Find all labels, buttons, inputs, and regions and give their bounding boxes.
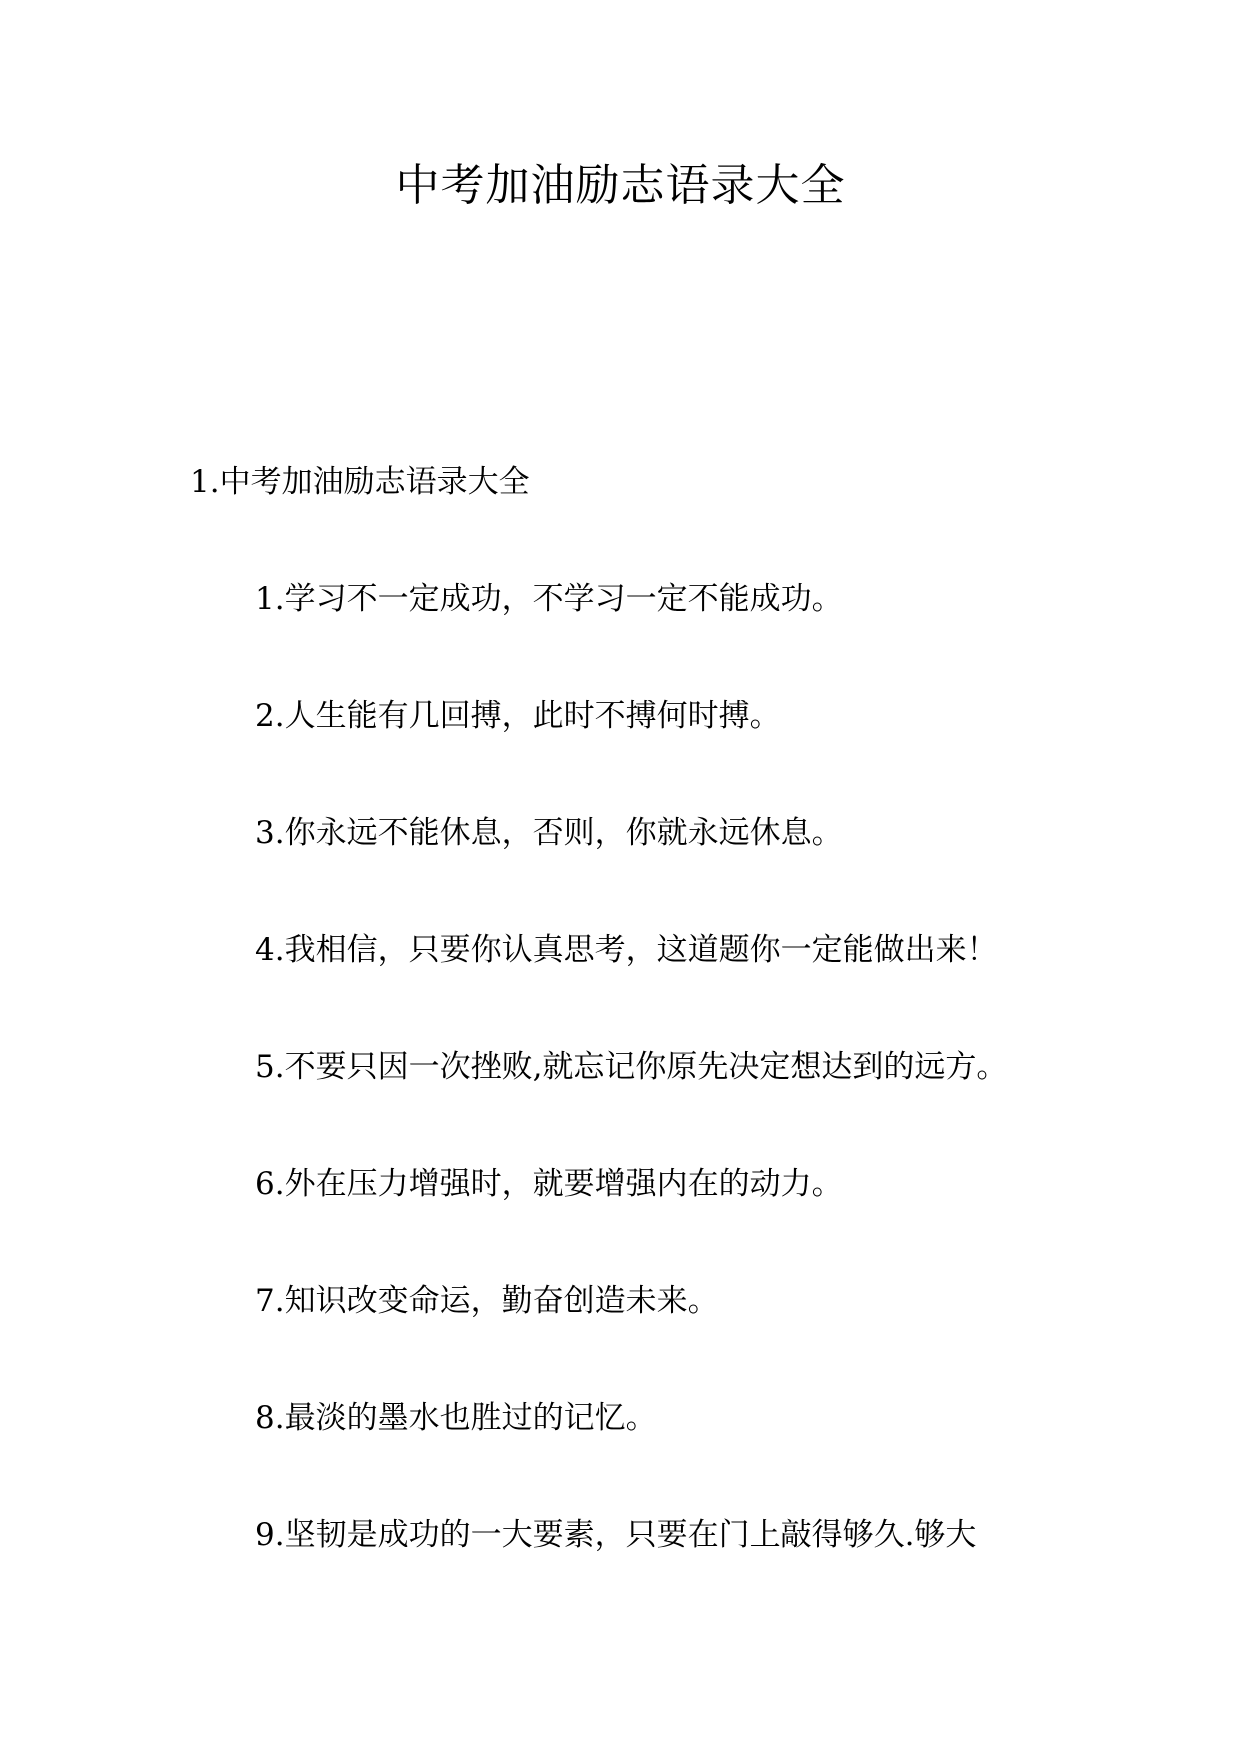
quote-item-4: 4.我相信，只要你认真思考，这道题你一定能做出来！ bbox=[255, 932, 998, 968]
quote-item-8: 8.最淡的墨水也胜过的记忆。 bbox=[255, 1400, 657, 1436]
quote-item-7: 7.知识改变命运，勤奋创造未来。 bbox=[255, 1283, 719, 1319]
quote-item-9: 9.坚韧是成功的一大要素，只要在门上敲得够久.够大 bbox=[255, 1517, 977, 1553]
section-heading: 1.中考加油励志语录大全 bbox=[190, 464, 530, 500]
quote-item-1: 1.学习不一定成功，不学习一定不能成功。 bbox=[255, 581, 843, 617]
document-title: 中考加油励志语录大全 bbox=[395, 160, 846, 211]
quote-item-2: 2.人生能有几回搏，此时不搏何时搏。 bbox=[255, 698, 781, 734]
quote-item-6: 6.外在压力增强时，就要增强内在的动力。 bbox=[255, 1166, 843, 1202]
quote-item-3: 3.你永远不能休息，否则，你就永远休息。 bbox=[255, 815, 843, 851]
quote-item-5: 5.不要只因一次挫败,就忘记你原先决定想达到的远方。 bbox=[255, 1049, 1008, 1085]
quote-list bbox=[255, 579, 1007, 1632]
